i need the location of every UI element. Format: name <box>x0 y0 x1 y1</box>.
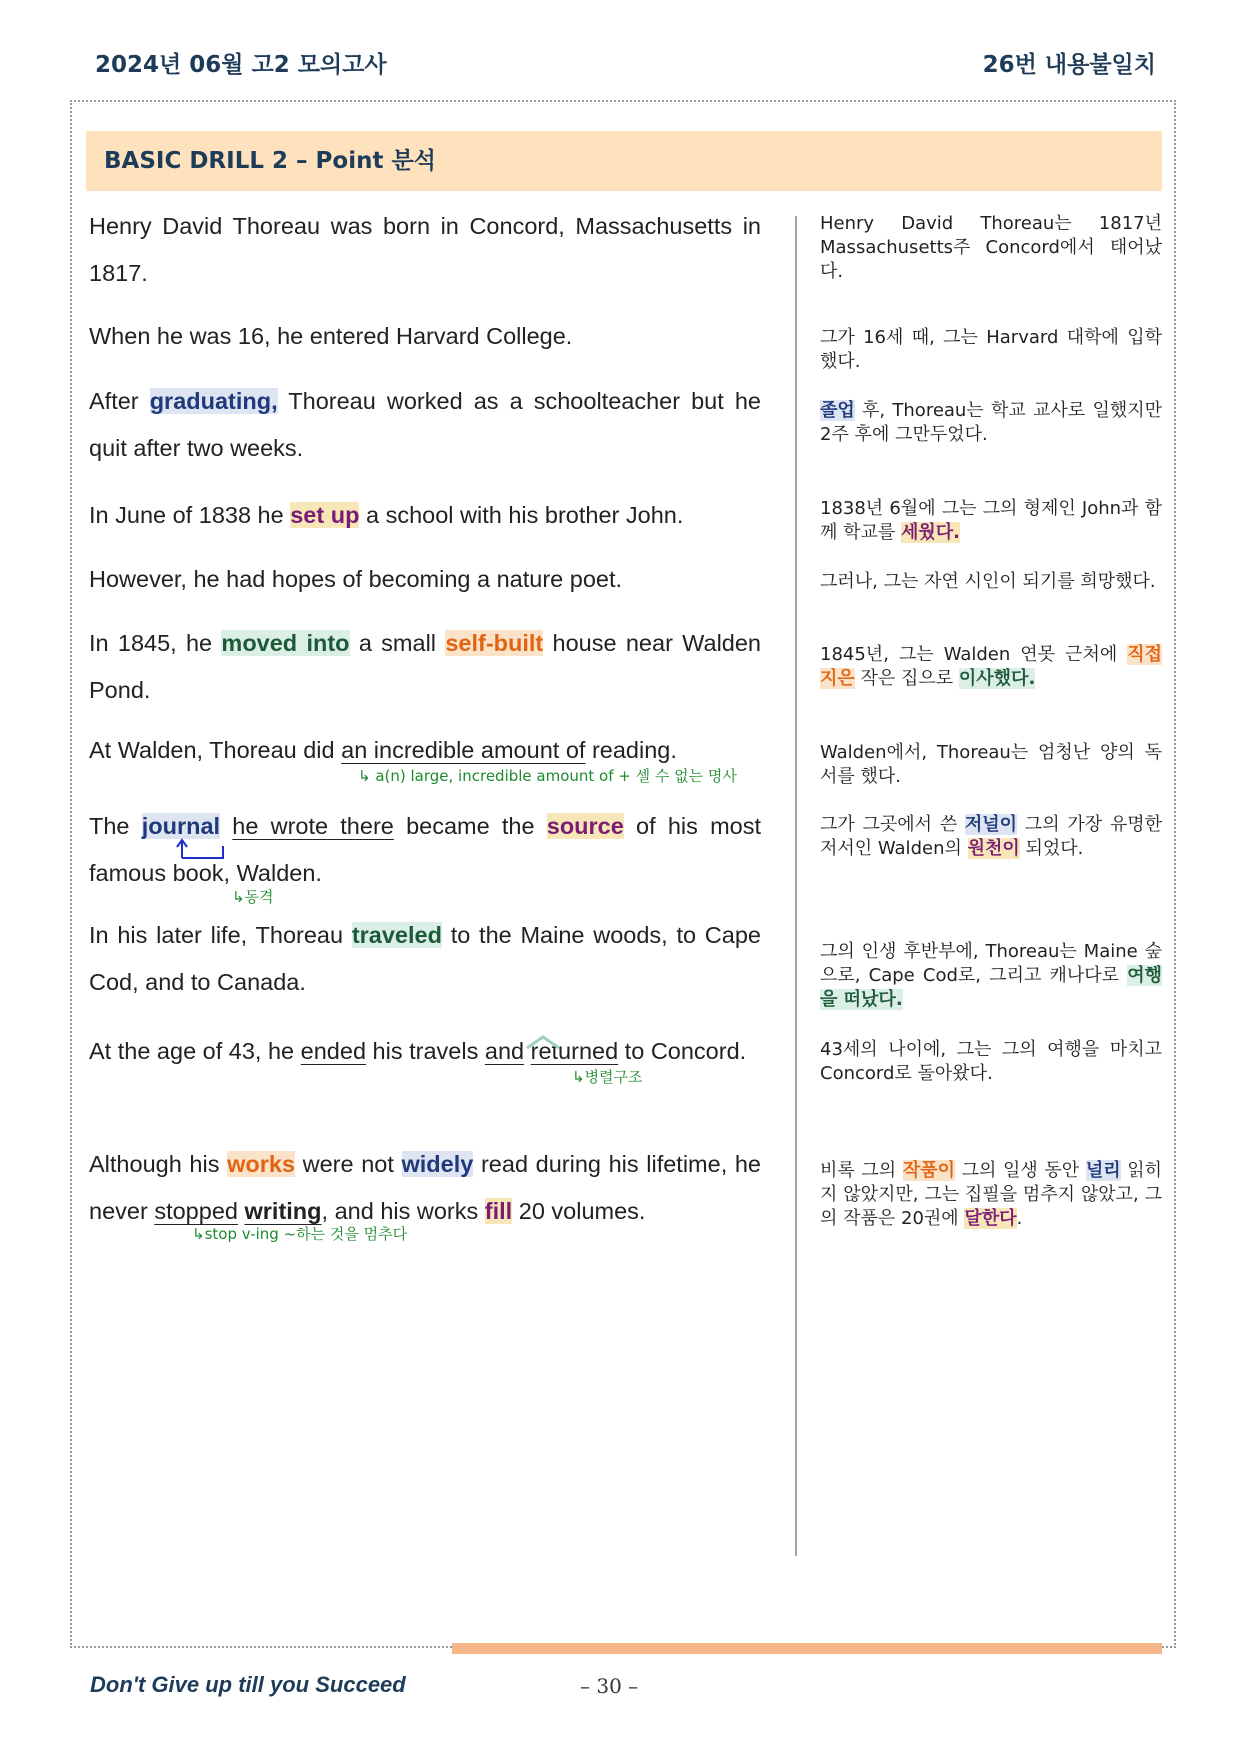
underline-writing: writing <box>244 1198 322 1224</box>
highlight-moved-into: moved into <box>221 630 350 656</box>
underline-and: and <box>484 1038 525 1064</box>
korean-translation-11: 비록 그의 작품이 그의 일생 동안 널리 읽히지 않았지만, 그는 집필을 멈추지 않았고, 그의 작품은 20권에 달한다. <box>820 1160 1163 1229</box>
underline-incredible-amount: an incredible amount of <box>341 737 586 763</box>
page-number: – 30 – <box>580 1674 639 1698</box>
highlight-traveled: traveled <box>351 922 442 948</box>
english-sentence-2: When he was 16, he entered Harvard College. <box>89 323 573 349</box>
highlight-source: source <box>546 813 624 839</box>
highlight-widely: widely <box>401 1151 474 1177</box>
column-divider <box>795 216 797 1556</box>
underline-stopped: stopped <box>154 1198 238 1224</box>
underline-he-wrote-there: he wrote there <box>232 813 394 839</box>
highlight-graduating: graduating, <box>149 388 278 414</box>
english-sentence-10: At the age of 43, he ended his travels and returned to Concord. <box>89 1038 747 1064</box>
english-sentence-5: However, he had hopes of becoming a nature poet. <box>89 566 623 592</box>
grammar-note-stop-ving: ↳stop v-ing ~하는 것을 멈추다 <box>192 1225 408 1243</box>
korean-translation-7: Walden에서, Thoreau는 엄청난 양의 독서를 했다. <box>820 742 1162 787</box>
appositive-arrow-icon <box>170 836 230 860</box>
footer-accent-bar <box>452 1643 1162 1654</box>
korean-translation-2: 그가 16세 때, 그는 Harvard 대학에 입학했다. <box>820 327 1162 372</box>
grammar-note-amount: ↳ a(n) large, incredible amount of + 셀 수 없는 명사 <box>358 767 737 785</box>
drill-title: BASIC DRILL 2 – Point 분석 <box>86 131 1162 191</box>
underline-ended: ended <box>300 1038 367 1064</box>
english-sentence-9: In his later life, Thoreau traveled to the Maine woods, to Cape Cod, and to Canada. <box>89 922 761 995</box>
highlight-works: works <box>227 1151 295 1177</box>
english-sentence-6: In 1845, he moved into a small self-built house near Walden Pond. <box>89 630 761 703</box>
korean-translation-8: 그가 그곳에서 쓴 저널이 그의 가장 유명한 저서인 Walden의 원천이 되었다. <box>820 814 1162 859</box>
korean-translation-5: 그러나, 그는 자연 시인이 되기를 희망했다. <box>820 571 1156 592</box>
highlight-fill: fill <box>484 1198 513 1224</box>
highlight-self-built: self-built <box>445 630 544 656</box>
english-sentence-1: Henry David Thoreau was born in Concord, Massachusetts in 1817. <box>89 213 761 286</box>
korean-translation-3: 졸업 후, Thoreau는 학교 교사로 일했지만 2주 후에 그만두었다. <box>820 400 1162 445</box>
underline-returned: returned <box>530 1038 619 1064</box>
highlight-set-up: set up <box>290 502 360 528</box>
english-sentence-11: Although his works were not widely read during his lifetime, he never stopped writing, and his works fill 20 volumes. <box>89 1151 761 1224</box>
korean-translation-1: Henry David Thoreau는 1817년 Massachusetts주 Concord에서 태어났다. <box>820 213 1162 282</box>
grammar-note-parallel: ↳병렬구조 <box>572 1068 643 1086</box>
korean-translation-9: 그의 인생 후반부에, Thoreau는 Maine 숲으로, Cape Cod로, 그리고 캐나다로 여행을 떠났다. <box>820 941 1162 1010</box>
english-sentence-3: After graduating, Thoreau worked as a schoolteacher but he quit after two weeks. <box>89 388 761 461</box>
grammar-note-appositive: ↳동격 <box>232 888 274 906</box>
highlight-journal: journal <box>141 813 221 839</box>
footer-motto: Don't Give up till you Succeed <box>90 1672 406 1697</box>
question-label: 26번 내용불일치 <box>982 52 1156 78</box>
english-sentence-4: In June of 1838 he set up a school with his brother John. <box>89 502 684 528</box>
caret-mark-icon <box>523 1034 563 1050</box>
english-sentence-8: The journal he wrote there became the source of his most famous book, Walden. <box>89 813 762 886</box>
korean-translation-4: 1838년 6월에 그는 그의 형제인 John과 함께 학교를 세웠다. <box>820 498 1162 543</box>
korean-translation-6: 1845년, 그는 Walden 연못 근처에 직접 지은 작은 집으로 이사했다. <box>820 644 1162 689</box>
exam-title: 2024년 06월 고2 모의고사 <box>95 52 387 78</box>
english-sentence-7: At Walden, Thoreau did an incredible amount of reading. <box>89 737 677 763</box>
korean-translation-10: 43세의 나이에, 그는 그의 여행을 마치고 Concord로 돌아왔다. <box>820 1039 1162 1084</box>
